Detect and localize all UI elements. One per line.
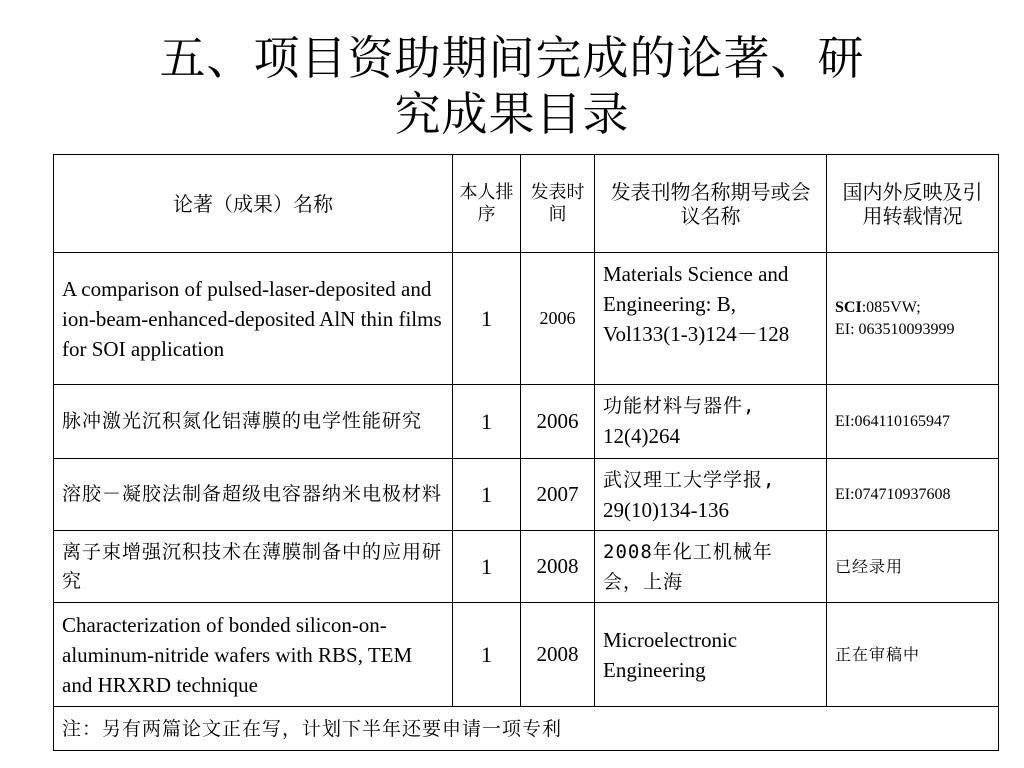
table-header-row	[54, 155, 999, 253]
header-rank: 本人排序	[453, 155, 521, 253]
journal-name: Microelectronic Engineering	[595, 603, 827, 707]
author-rank: 1	[453, 603, 521, 707]
paper-title: Characterization of bonded silicon-on- aluminum-nitride wafers with RBS, TEM and HRXRD technique	[54, 603, 453, 707]
table-row	[54, 385, 999, 459]
journal-name-line: 功能材料与器件,	[603, 395, 756, 417]
paper-title: 离子束增强沉积技术在薄膜制备中的应用研究	[54, 531, 453, 603]
journal-name-line: 2008年化工机械年	[603, 541, 773, 563]
table-row	[54, 603, 999, 707]
publications-table	[53, 154, 999, 751]
citation-status: EI:064110165947	[827, 385, 999, 459]
table-footnote: 注：另有两篇论文正在写，计划下半年还要申请一项专利	[54, 707, 999, 751]
publish-year: 2007	[521, 459, 595, 531]
author-rank: 1	[453, 531, 521, 603]
header-name: 论著（成果）名称	[54, 155, 453, 253]
citation-sci-id: :085VW;	[861, 298, 921, 316]
header-date: 发表时间	[521, 155, 595, 253]
header-citation: 国内外反映及引用转载情况	[827, 155, 999, 253]
publish-year: 2006	[521, 253, 595, 385]
citation-status	[827, 253, 999, 385]
author-rank: 1	[453, 253, 521, 385]
publish-year: 2008	[521, 531, 595, 603]
page-title-line-1: 五、项目资助期间完成的论著、研	[159, 31, 865, 85]
journal-name	[595, 531, 827, 603]
page-title	[0, 30, 1024, 142]
citation-index-label: SCI	[835, 298, 862, 316]
journal-issue: 29(10)134-136	[603, 498, 729, 522]
page-title-line-2: 究成果目录	[394, 87, 630, 141]
journal-name-line: 武汉理工大学学报,	[603, 469, 776, 491]
table-row	[54, 531, 999, 603]
paper-title: 溶胶－凝胶法制备超级电容器纳米电极材料	[54, 459, 453, 531]
journal-name	[595, 385, 827, 459]
journal-name	[595, 459, 827, 531]
publish-year: 2006	[521, 385, 595, 459]
citation-status: EI:074710937608	[827, 459, 999, 531]
citation-ei-id: EI: 063510093999	[835, 320, 955, 338]
paper-title: A comparison of pulsed-laser-deposited and ion-beam-enhanced-deposited AlN thin films for SOI application	[54, 253, 453, 385]
author-rank: 1	[453, 459, 521, 531]
paper-title: 脉冲激光沉积氮化铝薄膜的电学性能研究	[54, 385, 453, 459]
journal-name: Materials Science and Engineering: B, Vol133(1-3)124－128	[595, 253, 827, 385]
citation-status: 已经录用	[827, 531, 999, 603]
publish-year: 2008	[521, 603, 595, 707]
table-note-row	[54, 707, 999, 751]
table-row	[54, 459, 999, 531]
header-journal: 发表刊物名称期号或会议名称	[595, 155, 827, 253]
table-row	[54, 253, 999, 385]
author-rank: 1	[453, 385, 521, 459]
citation-status: 正在审稿中	[827, 603, 999, 707]
journal-name-line: 会，上海	[603, 571, 684, 593]
journal-issue: 12(4)264	[603, 424, 680, 448]
